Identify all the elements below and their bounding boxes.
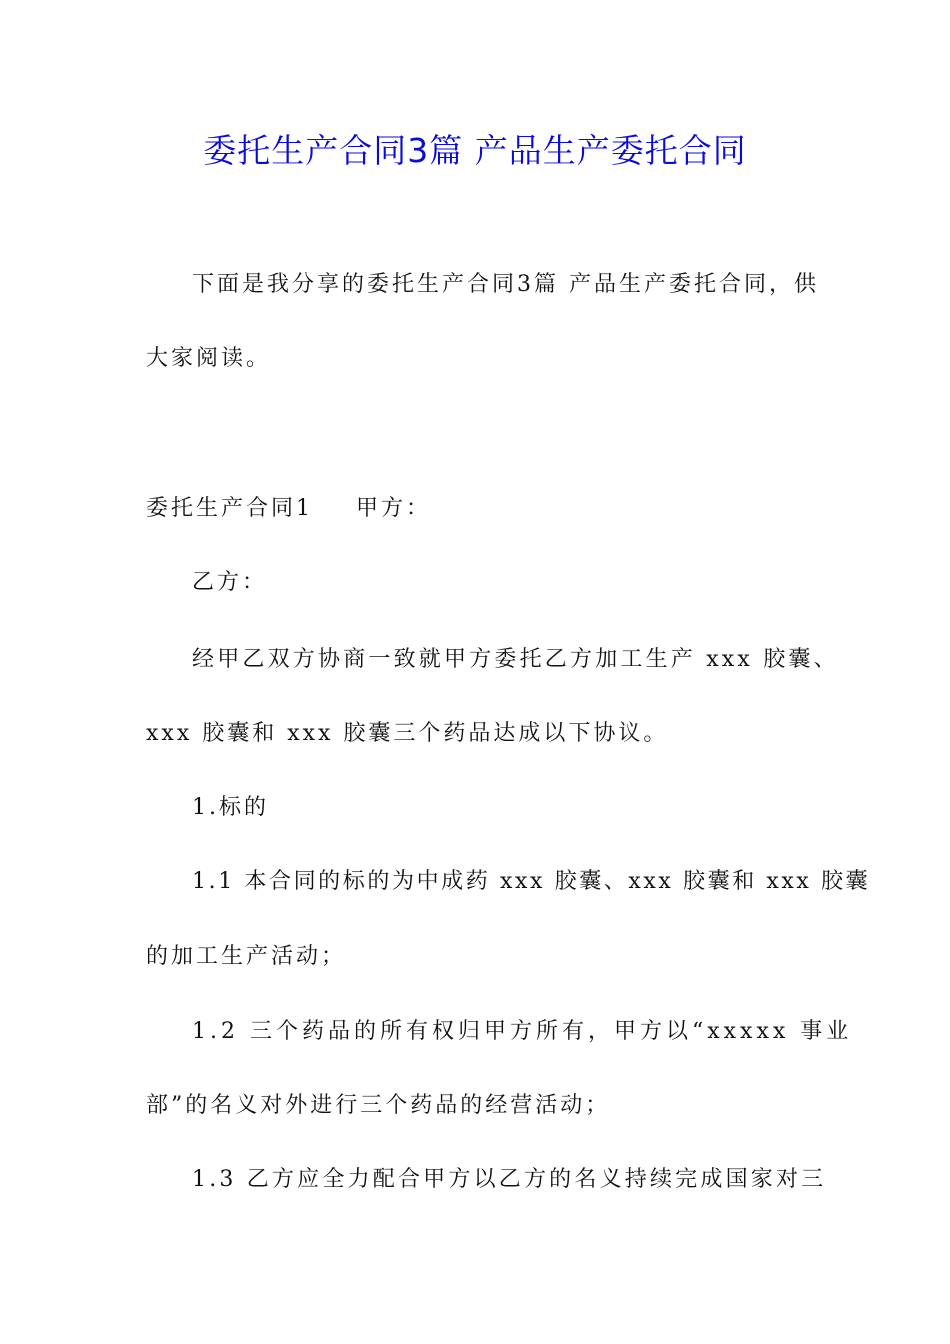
contract-1-heading: 委托生产合同1	[146, 496, 313, 521]
clause-1-2-line-2: 部”的名义对外进行三个药品的经营活动；	[146, 1093, 611, 1118]
clause-1-1-line-1: 1.1 本合同的标的为中成药 xxx 胶囊、xxx 胶囊和 xxx 胶囊	[192, 869, 871, 894]
agreement-line-2: xxx 胶囊和 xxx 胶囊三个药品达成以下协议。	[146, 721, 669, 746]
intro-line-1: 下面是我分享的委托生产合同3篇 产品生产委托合同，供	[192, 272, 819, 297]
document-title: 委托生产合同3篇 产品生产委托合同	[203, 131, 747, 170]
intro-line-2: 大家阅读。	[146, 346, 272, 371]
clause-1-1-line-2: 的加工生产活动；	[146, 944, 347, 969]
party-a-label: 甲方：	[356, 496, 432, 521]
clause-1-2-line-1: 1.2 三个药品的所有权归甲方所有，甲方以“xxxxx 事业	[192, 1019, 853, 1044]
section-1-title: 1.标的	[192, 795, 269, 820]
clause-1-3-line-1: 1.3 乙方应全力配合甲方以乙方的名义持续完成国家对三	[192, 1167, 827, 1192]
party-b-label: 乙方：	[192, 570, 268, 595]
agreement-line-1: 经甲乙双方协商一致就甲方委托乙方加工生产 xxx 胶囊、	[192, 647, 839, 672]
